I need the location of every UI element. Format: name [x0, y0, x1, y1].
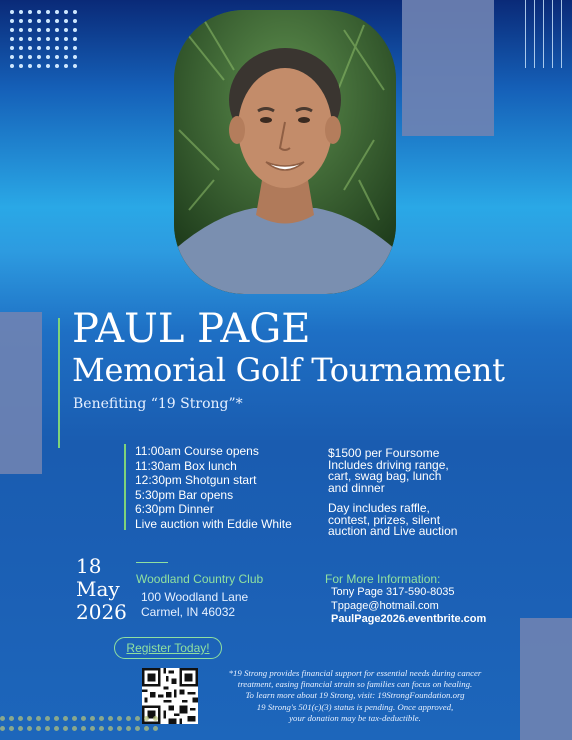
decor-block-bottom-right — [520, 618, 572, 740]
pricing-line: cart, swag bag, lunch — [328, 469, 442, 483]
disclaimer-line: your donation may be tax-deductible. — [289, 712, 421, 723]
contact-block — [331, 586, 486, 627]
decor-block-top-right — [402, 0, 494, 136]
pricing-line: $1500 per Foursome — [328, 446, 440, 460]
schedule-item: 6:30pm Dinner — [135, 502, 214, 517]
date-day: 18 — [76, 554, 102, 578]
disclaimer-line: To learn more about 19 Strong, visit: 19StrongFoundation.org — [245, 690, 465, 701]
title-accent-line — [58, 318, 60, 448]
register-button[interactable]: Register Today! — [114, 637, 222, 659]
day-includes-line: contest, prizes, silent — [328, 512, 441, 527]
day-includes-block — [328, 503, 457, 538]
venue-divider — [136, 562, 168, 563]
venue-address-line2: Carmel, IN 46032 — [141, 605, 236, 619]
disclaimer-line: 19 Strong's 501(c)(3) status is pending. Once approved, — [256, 701, 454, 712]
schedule-item: Live auction with Eddie White — [135, 516, 292, 531]
event-date — [76, 555, 127, 624]
contact-heading: For More Information: — [325, 572, 441, 586]
decor-dots-bottom-left — [0, 716, 158, 731]
decor-lines-top-right — [525, 0, 562, 68]
contact-email[interactable]: Tppage@hotmail.com — [331, 599, 439, 612]
schedule-item: 5:30pm Bar opens — [135, 487, 234, 502]
pricing-block — [328, 448, 449, 494]
date-month: May — [76, 577, 120, 601]
portrait-photo — [174, 10, 396, 294]
disclaimer-line: *19 Strong provides financial support for essential needs during cancer — [228, 668, 482, 678]
event-url-link[interactable]: PaulPage2026.eventbrite.com — [331, 613, 487, 625]
decor-dots-top-left — [10, 10, 77, 68]
contact-name-phone: Tony Page 317-590-8035 — [331, 586, 455, 598]
pricing-line: and dinner — [328, 480, 385, 495]
day-includes-line: auction and Live auction — [328, 524, 458, 538]
disclaimer-text — [200, 668, 510, 724]
schedule-accent-line — [124, 444, 126, 530]
disclaimer-line: treatment, easing financial strain so families can focus on healing. — [237, 679, 473, 690]
venue-name: Woodland Country Club — [136, 572, 264, 586]
event-title: Memorial Golf Tournament — [72, 351, 505, 389]
date-year: 2026 — [76, 600, 127, 624]
schedule-list — [135, 444, 292, 532]
venue-address-line1: 100 Woodland Lane — [141, 590, 249, 604]
schedule-item: 11:30am Box lunch — [135, 458, 237, 473]
benefiting-subtitle: Benefiting “19 Strong”* — [73, 396, 243, 412]
venue-address — [141, 590, 248, 620]
day-includes-line: Day includes raffle, — [328, 501, 430, 515]
event-title-name: PAUL PAGE — [72, 306, 311, 352]
pricing-line: Includes driving range, — [328, 457, 449, 472]
schedule-item: 12:30pm Shotgun start — [135, 473, 257, 488]
schedule-item: 11:00am Course opens — [135, 444, 259, 458]
decor-block-left — [0, 312, 42, 474]
